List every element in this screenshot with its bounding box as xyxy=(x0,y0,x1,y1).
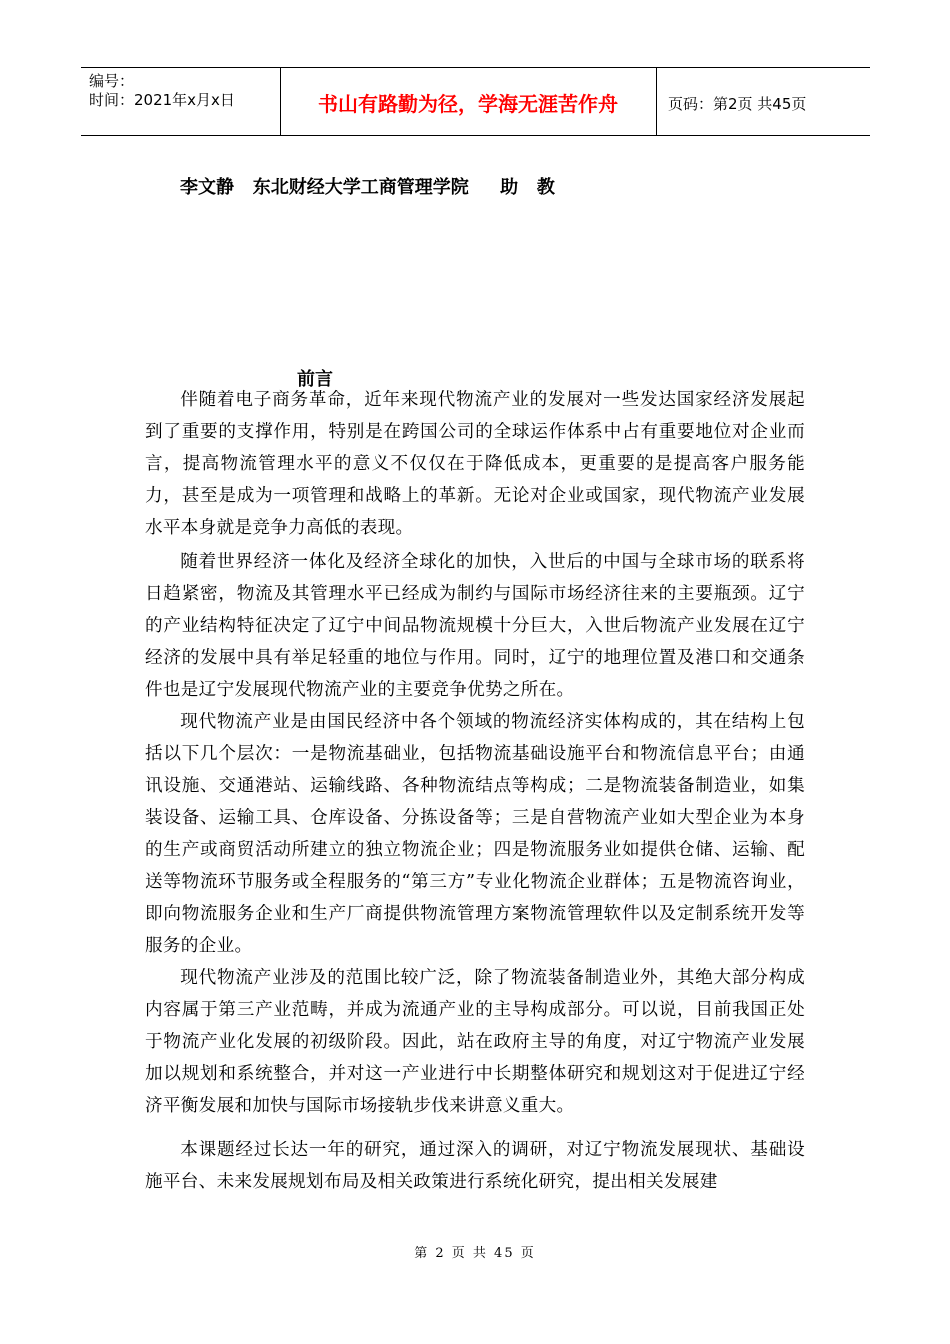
document-number-label: 编号： xyxy=(89,72,135,90)
section-title: 前言 xyxy=(297,369,333,390)
page-footer: 第 2 页 共 45 页 xyxy=(414,1246,536,1261)
document-header xyxy=(81,67,870,136)
header-motto-cell xyxy=(280,68,657,135)
paragraph: 伴随着电子商务革命，近年来现代物流产业的发展对一些发达国家经济发展起到了重要的支撑作用，特别是在跨国公司的全球运作体系中占有重要地位对企业而言，提高物流管理水平的意义不仅仅在于降低成本，更重要的是提高客户服务能力，甚至是成为一项管理和战略上的革新。无论对企业或国家，现代物流产业发展水平本身就是竞争力高低的表现。 xyxy=(145,390,805,538)
paragraph: 随着世界经济一体化及经济全球化的加快，入世后的中国与全球市场的联系将日趋紧密，物流及其管理水平已经成为制约与国际市场经济往来的主要瓶颈。辽宁的产业结构特征决定了辽宁中间品物流规模十分巨大，入世后物流产业发展在辽宁经济的发展中具有举足轻重的地位与作用。同时，辽宁的地理位置及港口和交通条件也是辽宁发展现代物流产业的主要竞争优势之所在。 xyxy=(145,552,805,700)
paragraph: 现代物流产业涉及的范围比较广泛，除了物流装备制造业外，其绝大部分构成内容属于第三产业范畴，并成为流通产业的主导构成部分。可以说，目前我国正处于物流产业化发展的初级阶段。因此，站在政府主导的角度，对辽宁物流产业发展加以规划和系统整合，并对这一产业进行中长期整体研究和规划这对于促进辽宁经济平衡发展和加快与国际市场接轨步伐来讲意义重大。 xyxy=(145,968,805,1116)
header-info-cell xyxy=(81,68,281,135)
document-date-label: 时间：2021年x月x日 xyxy=(89,91,235,109)
author-line: 李文静 东北财经大学工商管理学院 助 教 xyxy=(180,177,555,198)
paragraph: 现代物流产业是由国民经济中各个领域的物流经济实体构成的，其在结构上包括以下几个层次：一是物流基础业，包括物流基础设施平台和物流信息平台；由通讯设施、交通港站、运输线路、各种物流结点等构成；二是物流装备制造业，如集装设备、运输工具、仓库设备、分拣设备等；三是自营物流产业如大型企业为本身的生产或商贸活动所建立的独立物流企业；四是物流服务业如提供仓储、运输、配送等物流环节服务或全程服务的“第三方”专业化物流企业群体；五是物流咨询业，即向物流服务企业和生产厂商提供物流管理方案物流管理软件以及定制系统开发等服务的企业。 xyxy=(145,712,805,956)
header-motto: 书山有路勤为径，学海无涯苦作舟 xyxy=(318,92,618,116)
body-text xyxy=(145,384,805,1198)
paragraph: 本课题经过长达一年的研究，通过深入的调研，对辽宁物流发展现状、基础设施平台、未来发展规划布局及相关政策进行系统化研究，提出相关发展建 xyxy=(145,1140,805,1192)
header-page-code: 页码：第2页 共45页 xyxy=(668,95,807,113)
header-page-cell xyxy=(656,68,870,135)
